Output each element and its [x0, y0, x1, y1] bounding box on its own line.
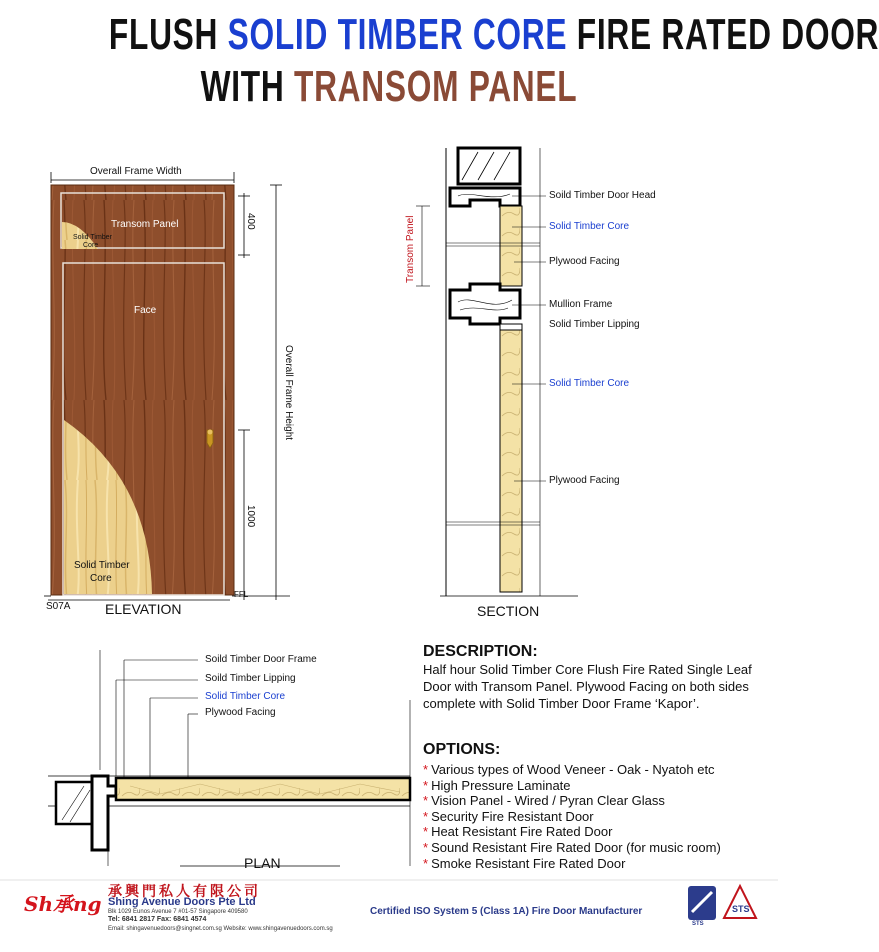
option-item: * Various types of Wood Veneer - Oak - Nyatoh etc [423, 762, 715, 777]
dim-400-label: 400 [245, 213, 256, 230]
option-item: * Sound Resistant Fire Rated Door (for music room) [423, 839, 721, 855]
company-name-cn: 承興門私人有限公司 [108, 883, 261, 899]
plan-door-frame-label: Soild Timber Door Frame [205, 654, 317, 665]
description-heading: DESCRIPTION: [423, 643, 538, 660]
company-address: Blk 1029 Eunos Avenue 7 #01-57 Singapore 409580 [108, 909, 248, 915]
plan-caption: PLAN [244, 855, 281, 871]
lipping-label: Solid Timber Lipping [549, 319, 640, 330]
section-caption: SECTION [477, 603, 540, 619]
title-text: FLUSH [108, 10, 228, 59]
dim-1000-label: 1000 [245, 505, 256, 528]
overall-height-label: Overall Frame Height [283, 345, 294, 441]
sts-badge-1: STS [692, 921, 704, 927]
large-core-label-1: Solid Timber [74, 560, 130, 571]
sts-badge-2: STS [732, 904, 750, 914]
mullion-label: Mullion Frame [549, 299, 613, 310]
title-text: WITH [200, 62, 295, 111]
title-highlight-transom: TRANSOM PANEL [294, 62, 578, 111]
plywood-top-label: Plywood Facing [549, 256, 620, 267]
small-core-label-1: Solid Timber [73, 234, 112, 241]
ffl-label: FFL [234, 590, 249, 599]
title-highlight-core: SOLID TIMBER CORE [227, 10, 568, 59]
company-name-en: Shing Avenue Doors Pte Ltd [108, 896, 256, 908]
description-text: Half hour Solid Timber Core Flush Fire Rated Single Leaf Door with Transom Panel. Plywood Facing on both sides complete with Solid Timber Door Frame ‘Kapor’. [423, 662, 752, 711]
company-phone: Tel: 6841 2817 Fax: 6841 4574 [108, 916, 207, 923]
transom-panel-label: Transom Panel [111, 219, 179, 230]
plan-core-label: Solid Timber Core [205, 691, 286, 702]
options-list [423, 762, 721, 871]
option-item: * Security Fire Resistant Door [423, 808, 594, 824]
option-item: * Heat Resistant Fire Rated Door [423, 824, 613, 840]
plywood-bottom-label: Plywood Facing [549, 475, 620, 486]
option-item: * Vision Panel - Wired / Pyran Clear Glass [423, 793, 665, 809]
small-core-label-2: Core [83, 242, 99, 249]
elevation-caption: ELEVATION [105, 601, 182, 617]
plan-plywood-label: Plywood Facing [205, 707, 276, 718]
core-top-label: Solid Timber Core [549, 221, 630, 232]
section-transom-label: Transom Panel [405, 215, 416, 283]
title-text: FIRE RATED DOOR [567, 10, 879, 59]
large-core-label-2: Core [90, 573, 112, 584]
option-item: * Smoke Resistant Fire Rated Door [423, 855, 626, 871]
section-drawing [416, 148, 578, 596]
certification-text: Certified ISO System 5 (Class 1A) Fire Door Manufacturer [370, 906, 643, 917]
options-heading: OPTIONS: [423, 741, 501, 758]
elevation-width-label: Overall Frame Width [90, 166, 182, 177]
plan-lipping-label: Soild Timber Lipping [205, 673, 296, 684]
option-item: * High Pressure Laminate [423, 777, 571, 793]
company-email[interactable]: Email: shingavenuedoors@singnet.com.sg Website: www.shingavenuedoors.com.sg [108, 926, 333, 932]
core-bottom-label: Solid Timber Core [549, 378, 630, 389]
face-label: Face [134, 305, 157, 316]
door-head-label: Soild Timber Door Head [549, 190, 656, 201]
elevation-code: S07A [46, 601, 71, 612]
company-logo: Sh承ng [24, 892, 102, 916]
